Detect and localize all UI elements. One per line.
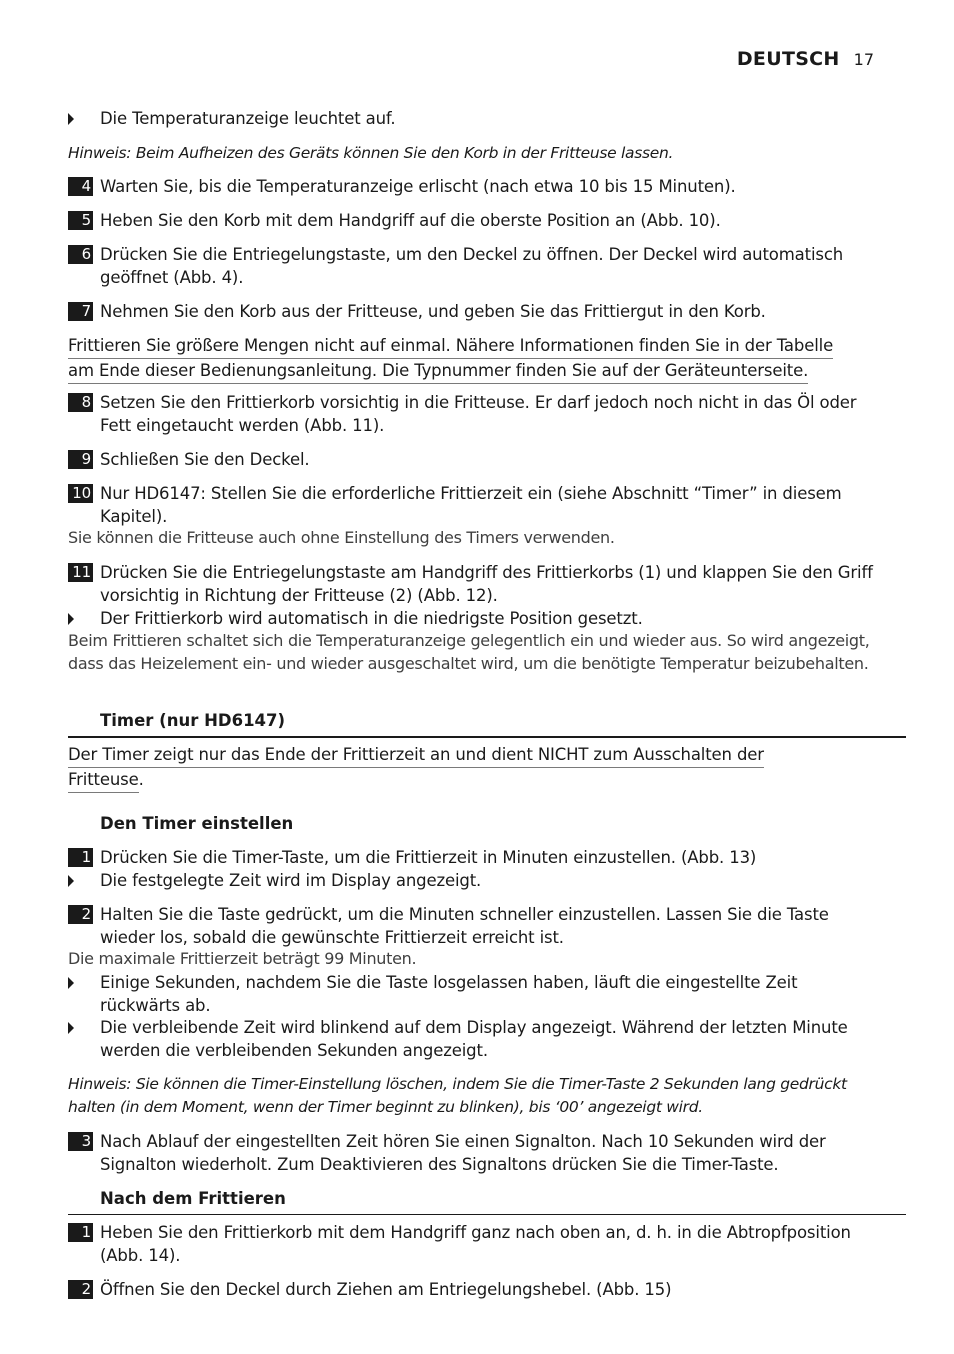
bullet-icon [68,1022,74,1034]
after-step-2: 2 Öffnen Sie den Deckel durch Ziehen am Entriegelungshebel. (Abb. 15) [68,1278,874,1301]
step-number-badge: 11 [68,563,93,582]
step-8: 8 Setzen Sie den Frittierkorb vorsichtig in die Fritteuse. Er darf jedoch noch nicht in das Öl oder Fett eingetaucht werden (Abb. 11). [68,391,874,437]
step-4: 4 Warten Sie, bis die Temperaturanzeige erlischt (nach etwa 10 bis 15 Minuten). [68,175,874,198]
section-heading-after-frying: Nach dem Frittieren [68,1187,906,1215]
step-10: 10 Nur HD6147: Stellen Sie die erforderliche Frittierzeit ein (siehe Abschnitt “Timer” in diesem Kapitel). [68,482,874,528]
bullet-icon [68,613,74,625]
step-number-badge: 8 [68,393,93,412]
bullet-icon [68,875,74,887]
result-bullet: Die festgelegte Zeit wird im Display angezeigt. [68,869,874,892]
step-number-badge: 9 [68,450,93,469]
bullet-icon [68,113,74,125]
step-number-badge: 7 [68,302,93,321]
info-text: Beim Frittieren schaltet sich die Temperaturanzeige gelegentlich ein und wieder aus. So wird angezeigt, dass das Heizelement ein- und wieder ausgeschaltet wird, um die benötigte Temperatur beizubehalten. [68,631,870,673]
step-number-badge: 5 [68,211,93,230]
page-header [737,48,874,70]
info-text: Die maximale Frittierzeit beträgt 99 Minuten. [68,949,417,968]
subheading-timer-setup: Den Timer einstellen [100,814,294,833]
step-7: 7 Nehmen Sie den Korb aus der Fritteuse, und geben Sie das Frittiergut in den Korb. [68,300,874,323]
step-number-badge: 3 [68,1132,93,1151]
step-number-badge: 6 [68,245,93,264]
caution-text: Frittieren Sie größere Mengen nicht auf einmal. Nähere Informationen finden Sie in der Tabelle am Ende dieser Bedienungsanleitung. Die Typnummer finden Sie auf der Geräteunterseite. [68,334,874,384]
language-label: DEUTSCH [736,48,840,70]
info-text: Sie können die Fritteuse auch ohne Einstellung des Timers verwenden. [68,528,615,547]
bullet-icon [68,977,74,989]
step-6: 6 Drücken Sie die Entriegelungstaste, um den Deckel zu öffnen. Der Deckel wird automatisch geöffnet (Abb. 4). [68,243,874,289]
result-bullet: Die Temperaturanzeige leuchtet auf. [68,107,874,130]
step-number-badge: 10 [68,484,93,503]
caution-text: Der Timer zeigt nur das Ende der Frittierzeit an und dient NICHT zum Ausschalten der Fritteuse. [68,743,874,793]
timer-step-3: 3 Nach Ablauf der eingestellten Zeit hören Sie einen Signalton. Nach 10 Sekunden wird der Signalton wiederholt. Zum Deaktivieren des Signaltons drücken Sie die Timer-Taste. [68,1130,874,1176]
timer-step-2: 2 Halten Sie die Taste gedrückt, um die Minuten schneller einzustellen. Lassen Sie die Taste wieder los, sobald die gewünschte Frittierzeit erreicht ist. [68,903,874,949]
note-text: Hinweis: Beim Aufheizen des Geräts können Sie den Korb in der Fritteuse lassen. [68,144,674,162]
step-number-badge: 1 [68,848,93,867]
step-11: 11 Drücken Sie die Entriegelungstaste am Handgriff des Frittierkorbs (1) und klappen Sie den Griff vorsichtig in Richtung der Fritteuse (2) (Abb. 12). [68,561,874,607]
step-9: 9 Schließen Sie den Deckel. [68,448,874,471]
note-text: Hinweis: Sie können die Timer-Einstellung löschen, indem Sie die Timer-Taste 2 Sekunden lang gedrückt halten (in dem Moment, wenn der Timer beginnt zu blinken), bis ‘00’ angezeigt wird. [68,1075,847,1116]
result-bullet: Der Frittierkorb wird automatisch in die niedrigste Position gesetzt. [68,607,874,630]
step-number-badge: 2 [68,1280,93,1299]
step-number-badge: 1 [68,1223,93,1242]
after-step-1: 1 Heben Sie den Frittierkorb mit dem Handgriff ganz nach oben an, d. h. in die Abtropfposition (Abb. 14). [68,1221,874,1267]
timer-step-1: 1 Drücken Sie die Timer-Taste, um die Frittierzeit in Minuten einzustellen. (Abb. 13) [68,846,874,869]
step-number-badge: 4 [68,177,93,196]
section-heading-timer: Timer (nur HD6147) [68,709,906,738]
result-bullet: Die verbleibende Zeit wird blinkend auf dem Display angezeigt. Während der letzten Minute werden die verbleibenden Sekunden angezeigt. [68,1016,874,1062]
step-5: 5 Heben Sie den Korb mit dem Handgriff auf die oberste Position an (Abb. 10). [68,209,874,232]
step-number-badge: 2 [68,905,93,924]
result-bullet: Einige Sekunden, nachdem Sie die Taste losgelassen haben, läuft die eingestellte Zeit rückwärts ab. [68,971,874,1017]
page-number: 17 [853,50,874,69]
